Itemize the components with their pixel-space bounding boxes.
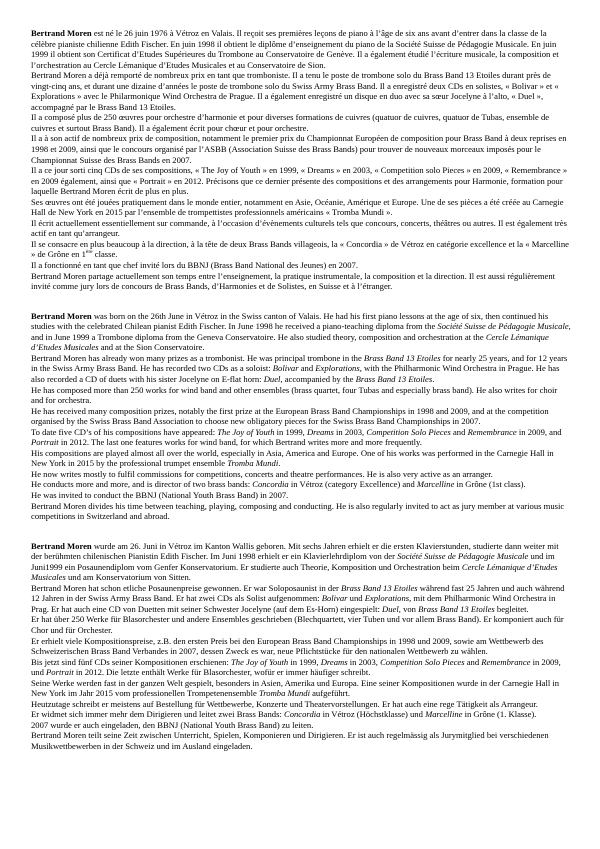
text-run: Marcelline	[425, 709, 463, 720]
text-run: Er erhielt viele Kompositionspreise, z.B. den ersten Preis bei den European Brass Band Championships in 1998 und 2009, sowie am Wettbewerb des Schweizerischen Brass Band Verbandes in 2007, dessen Zweck es war, neue Pflichtstücke für den nationalen Wettbewerb zu wählen.	[31, 635, 544, 657]
text-run: in Grône (1. Klasse).	[462, 709, 537, 720]
text-run: in 1999,	[288, 656, 321, 667]
text-run: Tromba Mundi	[227, 458, 279, 469]
text-run: Bertrand Moren teilt seine Zeit zwischen Unterricht, Spielen, Komponieren und Dirigieren. Er ist auch regelmässig als Jurymitglied bei verschiedenen Musikwettbewerben in der Schweiz und im Ausland eingeladen.	[31, 730, 549, 751]
text-run: He was invited to conduct the BBNJ (National Youth Brass Band) in 2007.	[31, 489, 289, 500]
text-run: Er hat über 250 Werke für Blasorchester und andere Ensembles geschrieben (Blechquartett, vier Tuben und vor allem Brass Band). Er komponiert auch für Chor und für Orchester.	[31, 614, 564, 635]
paragraph	[31, 448, 571, 469]
text-run: Er widmet sich immer mehr dem Dirigieren und leitet zwei Brass Bands:	[31, 709, 284, 720]
text-run: Bertrand Moren	[31, 540, 92, 551]
text-run: ère	[85, 249, 93, 256]
text-run: wurde am 26. Juni in Vétroz im Kanton Wallis geboren. Mit sechs Jahren erhielt er die ersten Klavierstunden, studierte dann weiter mit der berühmten chilenischen Pianistin Edith Fischer. Im Juni 1998 erhielt er ein Klavierlehrdiplom von der	[31, 540, 559, 562]
text-run: Bertrand Moren hat schon etliche Posaunenpreise gewonnen. Er war Soloposaunist in der	[31, 582, 342, 593]
text-run: Bertrand Moren divides his time between teaching, playing, composing and conducting. He is also regularly invited to act as jury member at various music competitions in Switzerland and abroad.	[31, 500, 565, 522]
paragraph	[31, 479, 571, 490]
text-run: was born on the 26th June in Vétroz in the Swiss canton of Valais. He had his first piano lessons at the age of six, then continued his studies with the celebrated Chilean pianist Edith Fischer. In June 1998 he received a piano-teaching diploma from the	[31, 310, 549, 332]
text-run: .	[432, 373, 435, 384]
paragraph	[31, 501, 571, 522]
text-run: und am Konservatorium von Sitten.	[65, 572, 191, 583]
text-run: Bertrand Moren	[31, 310, 92, 321]
paragraph	[31, 709, 571, 720]
text-run: Heutzutage schreibt er meistens auf Bestellung für Wettbewerbe, Konzerte und Theatervorstellungen. Er hat auch eine rege Tätigkeit als Arrangeur.	[31, 698, 538, 709]
text-run: Il a à son actif de nombreux prix de composition, notamment le premier prix du Championnat Européen de composition pour Brass Band à deux reprises en 1998 et 2009, ainsi que le concours organisé par l’ASBB (Association Suisse des Brass Bands) pour trouver de nouveaux morceaux imposés pour le Championnat Suisse des Brass Bands en 2007.	[31, 133, 567, 165]
text-run: Tromba Mundi	[258, 688, 310, 699]
text-run: aufgeführt.	[309, 688, 351, 699]
text-run: He now writes mostly to fulfil commissions for competitions, concerts and theatre performances. He is also very active as an arranger.	[31, 468, 493, 479]
paragraph	[31, 730, 571, 751]
bio-section-english	[31, 311, 571, 522]
text-run: Bertrand Moren has already won many prizes as a trombonist. He was principal trombone in the	[31, 352, 364, 363]
text-run: und im Juni1999 ein Posaunendiplom vom Genfer Konservatorium. Er studierte auch Theorie, Komposition und Orchestration beim	[31, 551, 555, 572]
paragraph	[31, 197, 571, 218]
text-run: Bolivar	[272, 363, 299, 374]
paragraph	[31, 406, 571, 427]
text-run: He conducts more and more, and is director of two brass bands:	[31, 479, 253, 490]
text-run: Bertrand Moren partage actuellement son temps entre l’enseignement, la pratique instrumentale, la composition et la direction. Il est aussi régulièrement invité comme jury lors de concours de Brass Bands, d’Harmonies et de Solistes, en Suisse et à l’étranger.	[31, 270, 556, 292]
text-run: Explorations	[364, 593, 410, 604]
text-run: Portrait	[46, 667, 74, 678]
text-run: , mit dem Philharmonic Wind Orchestra in Prag. Er hat auch eine CD von Duetten mit seiner Schwester Jocelyne (auf dem Es-Horn) eingespielt:	[31, 593, 556, 614]
text-run: and	[450, 426, 468, 437]
paragraph	[31, 385, 571, 406]
paragraph	[31, 541, 571, 583]
text-run: Concordia	[283, 709, 321, 720]
paragraph	[31, 614, 571, 635]
text-run: and at the Sion Conservatoire.	[98, 342, 205, 353]
text-run: The Joy of Youth	[217, 426, 275, 437]
text-run: classe.	[92, 249, 118, 260]
text-run: Remembrance	[467, 426, 517, 437]
text-run: Dreams	[320, 656, 348, 667]
text-run: , von	[398, 603, 419, 614]
text-run: in 2012. Die letzte enthält Werke für Blasorchester, wofür er immer häufiger schreibt.	[73, 667, 371, 678]
text-run: in 2009, and	[516, 426, 562, 437]
text-run: and in June 1999 a Trombone diploma from the Geneva Conservatoire. He also studied theory, composition and orchestration at the	[31, 331, 486, 342]
paragraph	[31, 70, 571, 112]
text-run: in Vétroz (category Excellence) and	[288, 479, 417, 490]
paragraph	[31, 469, 571, 480]
text-run: To date five CD’s of his compositions have appeared:	[31, 426, 218, 437]
text-run: 2007 wurde er auch eingeladen, den BBNJ (National Youth Brass Band) zu leiten.	[31, 719, 314, 730]
paragraph	[31, 28, 571, 70]
text-run: , with the Philharmonic Wind Orchestra in Prague. He has also recorded a CD of duets with his sister Jocelyne on E-flat horn:	[31, 363, 560, 384]
paragraph	[31, 427, 571, 448]
paragraph	[31, 657, 571, 678]
text-run: Cercle Lémanique d’Etudes Musicales	[31, 561, 558, 583]
text-run: He has received many composition prizes, notably the first prize at the European Brass Band Championships in 1998 and 2009, and at the competition organised by the Swiss Brass Band Association to choose new obligatory pieces for the Swiss Brass Band Championships in 2007.	[31, 405, 549, 427]
text-run: Remembrance	[481, 656, 531, 667]
paragraph	[31, 311, 571, 353]
text-run: Bolivar	[321, 593, 348, 604]
text-run: Concordia	[252, 479, 289, 490]
text-run: Il a ce jour sorti cinq CDs de ses compositions, « The Joy of Youth » en 1999, « Dreams » en 2003, « Competition solo Pieces » en 2009, « Remembrance » en 2009 également, ainsi que « Portrait » en 2012. Précisons que ce dernier présente des compositions et des arrangements pour Harmonie, formation pour laquelle Bertrand Moren écrit de plus en plus.	[31, 165, 568, 197]
paragraph	[31, 353, 571, 385]
text-run: , accompanied by the	[280, 373, 356, 384]
text-run: Dreams	[306, 426, 334, 437]
text-run: und	[347, 593, 365, 604]
text-run: He has composed more than 250 works for wind band and other ensembles (brass quartet, four Tubas and especially brass band). He also writes for choir and for orchestra.	[31, 384, 558, 406]
paragraph	[31, 678, 571, 699]
text-run: The Joy of Youth	[231, 656, 289, 667]
paragraph	[31, 720, 571, 731]
text-run: Société Suisse de Pédagogie Musicale,	[437, 321, 571, 332]
text-run: Cercle Lémanique d’Etudes Musicales	[31, 331, 549, 353]
bio-section-german	[31, 541, 571, 752]
text-run: for nearly 25 years, and for 12 years in the Swiss Army Brass Band. He has recorded two CDs as a soloist:	[31, 352, 568, 374]
paragraph	[31, 490, 571, 501]
paragraph	[31, 165, 571, 197]
text-run: Brass Band 13 Etoiles	[355, 373, 433, 384]
text-run: Brass Band 13 Etoiles	[363, 352, 441, 363]
text-run: Marcelline	[416, 479, 455, 490]
text-run: Brass Band 13 Etoiles	[341, 582, 418, 593]
text-run: in Vétroz (Höchstklasse) und	[320, 709, 426, 720]
text-run: Competition Solo Pieces	[380, 656, 465, 667]
text-run: Duel	[263, 373, 281, 384]
text-run: Explorations	[315, 363, 360, 374]
text-run: begleitet.	[494, 603, 529, 614]
text-run: Il se consacre en plus beaucoup à la direction, à la tête de deux Brass Bands villageois, la « Concordia » de Vétroz en catégorie excellence et la « Marcelline » de Grône en 1	[31, 238, 569, 260]
paragraph	[31, 133, 571, 165]
paragraph	[31, 239, 571, 260]
paragraph	[31, 271, 571, 292]
text-run: and	[464, 656, 482, 667]
text-run: Bertrand Moren	[31, 28, 92, 38]
bio-section-french	[31, 28, 571, 292]
text-run: and	[298, 363, 316, 374]
text-run: in 2003,	[333, 426, 367, 437]
text-run: in 1999,	[274, 426, 307, 437]
text-run: in Grône (1st class).	[454, 479, 526, 490]
text-run: .	[278, 458, 281, 469]
text-run: Duel	[382, 603, 399, 614]
text-run: während fast 25 Jahren und auch während 12 Jahren in der Swiss Army Brass Band. Er hat zwei CDs als Solist aufgenommen:	[31, 582, 565, 604]
text-run: in 2003,	[347, 656, 381, 667]
text-run: Seine Werke werden fast in der ganzen Welt gespielt, besonders in Asien, Amerika und Europa. Eine seiner Kompositionen wurde in der Carnegie Hall in New York im Jahr 2015 vom professionellen Trompetenensemble	[31, 677, 560, 699]
text-run: His compositions are played almost all over the world, especially in Asia, America and Europe. One of his works was performed in the Carnegie Hall in New York in 2015 by the professional trumpet ensemble	[31, 447, 554, 469]
text-run: Competition Solo Pieces	[366, 426, 451, 437]
paragraph	[31, 699, 571, 710]
text-run: est né le 26 juin 1976 à Vétroz en Valais. Il reçoit ses premières leçons de piano à l’âge de six ans avant d’entrer dans la classe de la célèbre pianiste chilienne Edith Fischer. En juin 1998 il obtient le diplôme d’enseignement du piano de la Société Suisse de Pédagogie Musicale. En juin 1999 il obtient son Certificat d’Etudes Supérieures du Trombone au Conservatoire de Genève. Il a également étudié l’écriture musicale, la composition et l’orchestration au Cercle Lémanique d’Etudes Musicales et au Conservatoire de Sion.	[31, 28, 559, 70]
text-run: Bertrand Moren a déjà remporté de nombreux prix en tant que tromboniste. Il a tenu le poste de trombone solo du Brass Band 13 Etoiles durant près de vingt-cinq ans, et durant une dizaine d’années le poste de trombone solo du Swiss Army Brass Band. Il a enregistré deux CDs en solistes, « Bolivar » et « Explorations » avec le Philarmonique Wind Orchestra de Prague. Il a également enregistré un disque en duo avec sa sœur Jocelyne à l’alto, « Duel », accompagné par le Brass Band 13 Etoiles.	[31, 70, 559, 112]
paragraph	[31, 583, 571, 615]
text-run: in 2012. The last one features works for wind band, for which Bertrand writes more and more frequently.	[58, 437, 422, 448]
paragraph	[31, 218, 571, 239]
paragraph	[31, 112, 571, 133]
text-run: Ses œuvres ont été jouées pratiquement dans le monde entier, notamment en Asie, Océanie, Amérique et Europe. Une de ses pièces a été créée au Carnegie Hall de New York en 2015 par l’ensemble de trompettistes professionnels américains « Tromba Mundi ».	[31, 196, 564, 218]
text-run: Il a composé plus de 250 œuvres pour orchestre d’harmonie et pour diverses formations de cuivres (quatuor de cuivres, quatuor de Tubas, ensemble de cuivres et surtout Brass Band). Il a également écrit pour chœur et pour orchestre.	[31, 112, 550, 133]
text-run: Portrait	[31, 437, 59, 448]
text-run: Brass Band 13 Etoiles	[418, 603, 495, 614]
text-run: in 2009, und	[31, 656, 561, 678]
paragraph	[31, 636, 571, 657]
text-run: Il a fonctionné en tant que chef invité lors du BBNJ (Brass Band National des Jeunes) en 2007.	[31, 260, 358, 271]
text-run: Bis jetzt sind fünf CDs seiner Kompositionen erschienen:	[31, 656, 232, 667]
text-run: Société Suisse de Pédagogie Musicale	[397, 551, 529, 562]
text-run: Il écrit actuellement essentiellement sur commande, à l’occasion d’évènements culturels tels que concours, concerts, théâtres ou autres. Il est également très actif en tant qu’arrangeur.	[31, 217, 567, 239]
paragraph	[31, 260, 571, 271]
